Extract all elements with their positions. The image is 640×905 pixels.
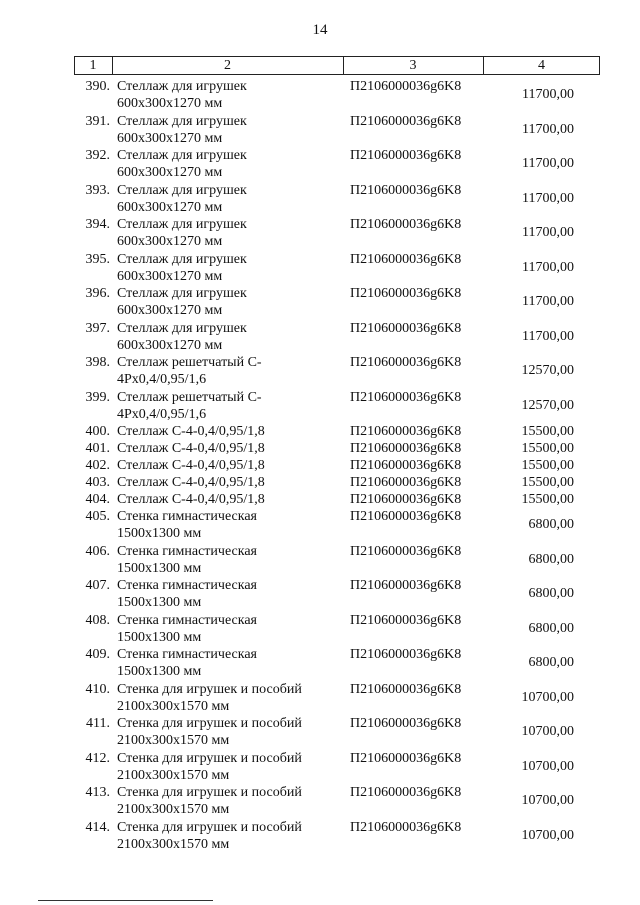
item-price: 10700,00	[521, 689, 574, 705]
row-number: 398.	[85, 355, 110, 370]
row-number: 406.	[85, 543, 110, 559]
item-price: 6800,00	[528, 620, 574, 636]
item-name-line-2: 600x300x1270 мм	[117, 130, 223, 146]
item-name-line-2: 600x300x1270 мм	[117, 337, 223, 353]
item-name-line-1: Стенка для игрушек и пособий	[117, 716, 302, 731]
item-name-line-1: Стенка для игрушек и пособий	[117, 750, 302, 766]
item-name	[117, 508, 347, 542]
item-name-line-1: Стеллаж С-4-0,4/0,95/1,8	[117, 441, 265, 456]
item-name	[117, 389, 347, 423]
item-name-line-1: Стеллаж С-4-0,4/0,95/1,8	[117, 424, 265, 439]
item-name	[117, 423, 347, 440]
item-code: П2106000036g6K8	[350, 148, 462, 163]
row-number: 405.	[85, 509, 110, 524]
item-code: П2106000036g6K8	[350, 251, 462, 267]
item-name-line-2: 600x300x1270 мм	[117, 268, 223, 284]
item-code: П2106000036g6K8	[350, 647, 462, 662]
item-code: П2106000036g6K8	[350, 543, 462, 559]
item-name-line-1: Стенка гимнастическая	[117, 509, 257, 524]
item-name-line-1: Стенка для игрушек и пособий	[117, 681, 302, 697]
item-name-line-1: Стеллаж для игрушек	[117, 251, 247, 267]
row-number: 409.	[85, 647, 110, 662]
item-name	[117, 491, 347, 508]
item-name	[117, 474, 347, 491]
item-name	[117, 440, 347, 457]
item-name-line-2: 600x300x1270 мм	[117, 165, 223, 180]
item-name-line-2: 600x300x1270 мм	[117, 199, 223, 215]
item-price: 12570,00	[521, 363, 574, 378]
item-price: 6800,00	[528, 655, 574, 670]
row-number: 390.	[85, 79, 110, 94]
item-name	[117, 354, 347, 388]
row-number: 410.	[85, 681, 110, 697]
item-name-line-2: 600x300x1270 мм	[117, 303, 223, 318]
item-price: 10700,00	[521, 758, 574, 774]
item-name-line-2: 2100x300x1570 мм	[117, 698, 230, 714]
item-name	[117, 577, 347, 611]
item-code: П2106000036g6K8	[350, 750, 462, 766]
item-price: 10700,00	[521, 793, 574, 808]
footnote-rule	[38, 900, 213, 901]
item-name-line-1: Стеллаж для игрушек	[117, 148, 247, 163]
row-number: 400.	[85, 424, 110, 439]
item-name	[117, 819, 347, 853]
item-name-line-1: Стенка гимнастическая	[117, 578, 257, 593]
item-price: 11700,00	[522, 225, 574, 240]
item-name-line-2: 2100x300x1570 мм	[117, 836, 230, 852]
row-number: 399.	[85, 389, 110, 405]
item-name	[117, 216, 347, 250]
item-name-line-1: Стеллаж С-4-0,4/0,95/1,8	[117, 492, 265, 507]
item-name-line-1: Стенка гимнастическая	[117, 612, 257, 628]
row-number: 396.	[85, 286, 110, 301]
item-name-line-1: Стеллаж для игрушек	[117, 113, 247, 129]
item-price: 11700,00	[522, 87, 574, 102]
header-col-2: 2	[224, 58, 231, 73]
item-code: П2106000036g6K8	[350, 681, 462, 697]
item-code: П2106000036g6K8	[350, 458, 462, 473]
item-name	[117, 715, 347, 749]
item-price: 15500,00	[521, 441, 574, 456]
item-name	[117, 78, 347, 112]
item-code: П2106000036g6K8	[350, 79, 462, 94]
item-name-line-2: 4Рх0,4/0,95/1,6	[117, 406, 207, 422]
row-number: 391.	[85, 113, 110, 129]
item-name-line-2: 1500x1300 мм	[117, 595, 202, 610]
item-price: 6800,00	[528, 586, 574, 601]
item-name-line-1: Стенка для игрушек и пособий	[117, 819, 302, 835]
item-price: 15500,00	[521, 492, 574, 507]
item-price: 15500,00	[521, 458, 574, 473]
item-name	[117, 784, 347, 818]
item-price: 10700,00	[521, 827, 574, 843]
item-name-line-1: Стеллаж для игрушек	[117, 286, 247, 301]
item-price: 6800,00	[528, 551, 574, 567]
item-name	[117, 182, 347, 216]
item-code: П2106000036g6K8	[350, 612, 462, 628]
item-price: 15500,00	[521, 475, 574, 490]
item-name-line-2: 2100x300x1570 мм	[117, 767, 230, 783]
item-name-line-1: Стенка гимнастическая	[117, 647, 257, 662]
item-name	[117, 543, 347, 577]
item-price: 11700,00	[522, 294, 574, 309]
item-name-line-1: Стенка для игрушек и пособий	[117, 785, 302, 800]
item-code: П2106000036g6K8	[350, 286, 462, 301]
row-number: 392.	[85, 148, 110, 163]
item-code: П2106000036g6K8	[350, 819, 462, 835]
item-name-line-1: Стеллаж для игрушек	[117, 320, 247, 336]
item-name	[117, 320, 347, 354]
item-price: 10700,00	[521, 724, 574, 739]
item-name-line-2: 2100x300x1570 мм	[117, 733, 230, 748]
item-name-line-1: Стеллаж С-4-0,4/0,95/1,8	[117, 458, 265, 473]
item-code: П2106000036g6K8	[350, 509, 462, 524]
item-name-line-2: 1500x1300 мм	[117, 526, 202, 541]
item-code: П2106000036g6K8	[350, 441, 462, 456]
item-name-line-1: Стенка гимнастическая	[117, 543, 257, 559]
item-name-line-2: 600x300x1270 мм	[117, 234, 223, 249]
row-number: 411.	[86, 716, 110, 731]
item-name	[117, 750, 347, 784]
item-code: П2106000036g6K8	[350, 492, 462, 507]
item-code: П2106000036g6K8	[350, 389, 462, 405]
row-number: 393.	[85, 182, 110, 198]
item-name	[117, 251, 347, 285]
row-number: 401.	[85, 441, 110, 456]
item-name-line-2: 1500x1300 мм	[117, 629, 202, 645]
item-code: П2106000036g6K8	[350, 424, 462, 439]
row-number: 397.	[85, 320, 110, 336]
item-code: П2106000036g6K8	[350, 113, 462, 129]
item-name-line-1: Стеллаж С-4-0,4/0,95/1,8	[117, 475, 265, 490]
item-code: П2106000036g6K8	[350, 785, 462, 800]
item-code: П2106000036g6K8	[350, 182, 462, 198]
item-name-line-1: Стеллаж для игрушек	[117, 217, 247, 232]
row-number: 407.	[85, 578, 110, 593]
item-name	[117, 113, 347, 147]
item-name-line-1: Стеллаж решетчатый С-	[117, 355, 262, 370]
item-name-line-2: 1500x1300 мм	[117, 664, 202, 679]
page-number: 14	[312, 22, 328, 38]
item-code: П2106000036g6K8	[350, 578, 462, 593]
header-col-1: 1	[89, 58, 97, 73]
item-name	[117, 147, 347, 181]
item-name-line-1: Стеллаж решетчатый С-	[117, 389, 262, 405]
item-name	[117, 285, 347, 319]
row-number: 402.	[85, 458, 110, 473]
item-name-line-2: 4Рх0,4/0,95/1,6	[117, 372, 207, 387]
item-name	[117, 457, 347, 474]
item-name	[117, 646, 347, 680]
item-price: 15500,00	[521, 424, 574, 439]
row-number: 403.	[85, 475, 110, 490]
row-number: 404.	[85, 492, 110, 507]
item-code: П2106000036g6K8	[350, 217, 462, 232]
item-name	[117, 681, 347, 715]
row-number: 408.	[85, 612, 110, 628]
item-price: 11700,00	[522, 121, 574, 137]
item-price: 11700,00	[522, 156, 574, 171]
row-number: 394.	[85, 217, 110, 232]
item-name-line-2: 600x300x1270 мм	[117, 96, 223, 111]
item-price: 11700,00	[522, 259, 574, 275]
row-number: 414.	[85, 819, 110, 835]
header-col-4: 4	[538, 58, 545, 73]
item-price: 11700,00	[522, 328, 574, 344]
item-code: П2106000036g6K8	[350, 716, 462, 731]
item-code: П2106000036g6K8	[350, 475, 462, 490]
item-code: П2106000036g6K8	[350, 320, 462, 336]
item-name-line-1: Стеллаж для игрушек	[117, 182, 247, 198]
item-price: 6800,00	[528, 517, 574, 532]
item-name	[117, 612, 347, 646]
row-number: 413.	[85, 785, 110, 800]
item-name-line-2: 2100x300x1570 мм	[117, 802, 230, 817]
item-price: 12570,00	[521, 397, 574, 413]
item-code: П2106000036g6K8	[350, 355, 462, 370]
item-price: 11700,00	[522, 190, 574, 206]
item-name-line-1: Стеллаж для игрушек	[117, 79, 247, 94]
row-number: 395.	[85, 251, 110, 267]
item-name-line-2: 1500x1300 мм	[117, 560, 202, 576]
header-col-3: 3	[409, 58, 417, 73]
row-number: 412.	[85, 750, 110, 766]
